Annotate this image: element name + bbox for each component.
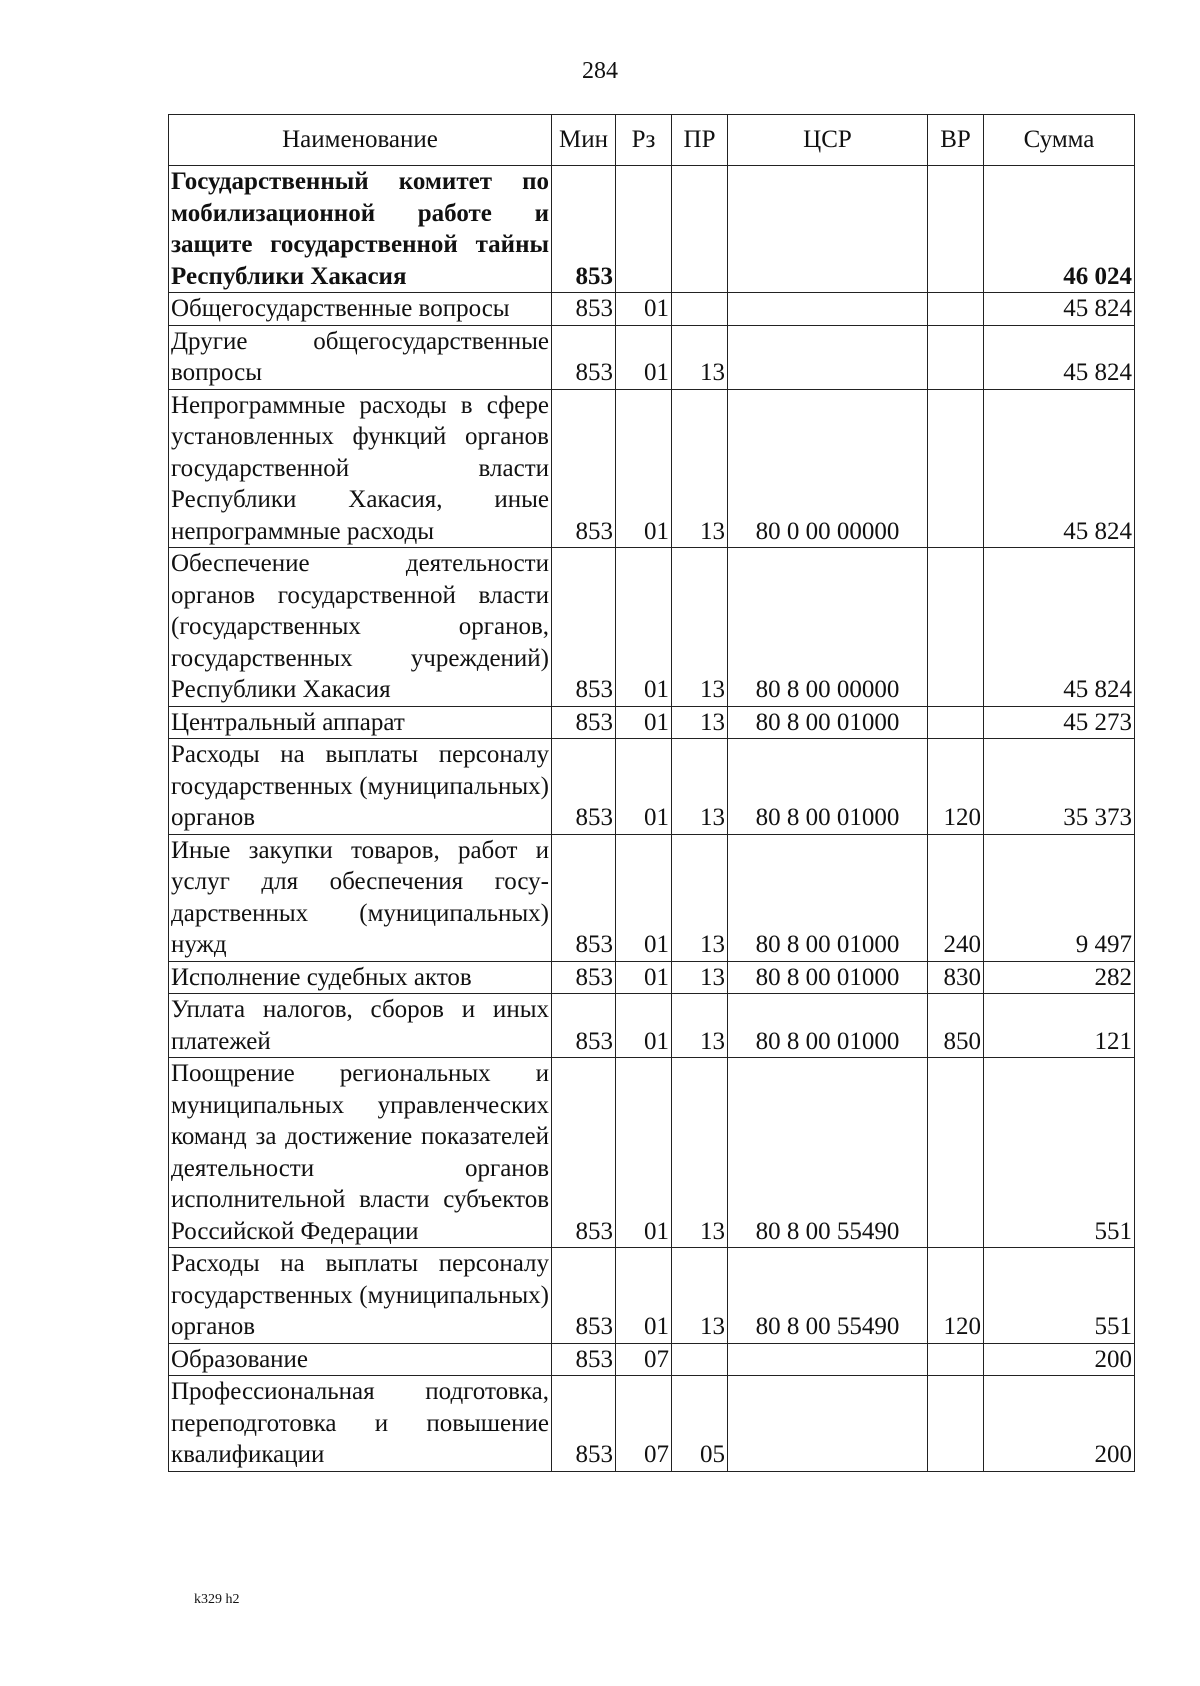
cell-min: 853 <box>552 1376 616 1472</box>
header-name: Наименование <box>169 115 552 166</box>
cell-sum: 551 <box>984 1058 1135 1248</box>
cell-name: Профессиональная подготовка, переподготовка и повышение квалификации <box>169 1376 552 1472</box>
cell-vr <box>928 293 984 326</box>
cell-vr: 120 <box>928 1248 984 1344</box>
cell-csr <box>728 325 928 389</box>
cell-csr: 80 8 00 55490 <box>728 1248 928 1344</box>
cell-sum: 35 373 <box>984 739 1135 835</box>
cell-sum: 45 273 <box>984 706 1135 739</box>
cell-name: Расходы на выплаты персоналу государственных (муниципальных) органов <box>169 1248 552 1344</box>
cell-rz: 01 <box>616 389 672 548</box>
cell-csr <box>728 293 928 326</box>
cell-csr: 80 8 00 01000 <box>728 994 928 1058</box>
table-row <box>169 548 1135 707</box>
cell-rz: 01 <box>616 293 672 326</box>
cell-vr <box>928 1376 984 1472</box>
cell-rz: 01 <box>616 548 672 707</box>
table-row <box>169 739 1135 835</box>
cell-rz: 01 <box>616 834 672 961</box>
page-number: 284 <box>582 58 618 84</box>
cell-rz: 01 <box>616 1058 672 1248</box>
table-row <box>169 325 1135 389</box>
cell-csr <box>728 166 928 293</box>
header-sum: Сумма <box>984 115 1135 166</box>
table-row <box>169 1376 1135 1472</box>
cell-name: Общегосударственные вопросы <box>169 293 552 326</box>
cell-vr: 830 <box>928 961 984 994</box>
cell-rz: 01 <box>616 739 672 835</box>
cell-sum: 45 824 <box>984 325 1135 389</box>
cell-vr <box>928 548 984 707</box>
table-row <box>169 1343 1135 1376</box>
cell-pr: 13 <box>672 994 728 1058</box>
cell-csr <box>728 1343 928 1376</box>
table-row <box>169 1248 1135 1344</box>
cell-rz <box>616 166 672 293</box>
cell-sum: 45 824 <box>984 548 1135 707</box>
cell-min: 853 <box>552 961 616 994</box>
cell-sum: 45 824 <box>984 293 1135 326</box>
cell-name: Обеспечение деятельности органов государственной власти (государственных органов, государственных учреждений) Республики Хакасия <box>169 548 552 707</box>
cell-vr <box>928 166 984 293</box>
cell-vr <box>928 389 984 548</box>
cell-pr: 13 <box>672 834 728 961</box>
table-header-row <box>169 115 1135 166</box>
cell-pr: 05 <box>672 1376 728 1472</box>
cell-rz: 07 <box>616 1376 672 1472</box>
table-body <box>169 166 1135 1472</box>
cell-pr: 13 <box>672 389 728 548</box>
cell-min: 853 <box>552 389 616 548</box>
header-csr: ЦСР <box>728 115 928 166</box>
table-row <box>169 1058 1135 1248</box>
cell-csr: 80 8 00 01000 <box>728 961 928 994</box>
cell-csr: 80 8 00 01000 <box>728 834 928 961</box>
table-row <box>169 293 1135 326</box>
cell-rz: 01 <box>616 994 672 1058</box>
cell-name: Другие общегосударственные вопросы <box>169 325 552 389</box>
cell-min: 853 <box>552 994 616 1058</box>
cell-min: 853 <box>552 325 616 389</box>
cell-min: 853 <box>552 1058 616 1248</box>
cell-csr: 80 8 00 01000 <box>728 706 928 739</box>
cell-sum: 46 024 <box>984 166 1135 293</box>
cell-sum: 551 <box>984 1248 1135 1344</box>
cell-sum: 45 824 <box>984 389 1135 548</box>
footer-code: k329 h2 <box>194 1592 240 1607</box>
cell-vr: 120 <box>928 739 984 835</box>
cell-name: Расходы на выплаты персоналу государственных (муниципальных) органов <box>169 739 552 835</box>
cell-csr: 80 0 00 00000 <box>728 389 928 548</box>
cell-csr: 80 8 00 01000 <box>728 739 928 835</box>
cell-vr: 850 <box>928 994 984 1058</box>
cell-csr: 80 8 00 55490 <box>728 1058 928 1248</box>
table-row <box>169 166 1135 293</box>
cell-rz: 01 <box>616 325 672 389</box>
cell-sum: 282 <box>984 961 1135 994</box>
cell-pr: 13 <box>672 325 728 389</box>
cell-rz: 01 <box>616 1248 672 1344</box>
cell-csr: 80 8 00 00000 <box>728 548 928 707</box>
cell-sum: 121 <box>984 994 1135 1058</box>
cell-csr <box>728 1376 928 1472</box>
cell-name: Иные закупки товаров, работ и услуг для обеспечения государственных (муниципальных) нужд <box>169 834 552 961</box>
cell-min: 853 <box>552 1248 616 1344</box>
cell-pr: 13 <box>672 961 728 994</box>
cell-min: 853 <box>552 293 616 326</box>
cell-vr <box>928 706 984 739</box>
cell-pr <box>672 1343 728 1376</box>
table-row <box>169 961 1135 994</box>
cell-pr: 13 <box>672 706 728 739</box>
table-row <box>169 834 1135 961</box>
cell-vr <box>928 1058 984 1248</box>
cell-name: Уплата налогов, сборов и иных платежей <box>169 994 552 1058</box>
cell-name: Центральный аппарат <box>169 706 552 739</box>
cell-sum: 200 <box>984 1343 1135 1376</box>
header-rz: Рз <box>616 115 672 166</box>
cell-min: 853 <box>552 548 616 707</box>
table-row <box>169 994 1135 1058</box>
cell-name: Образование <box>169 1343 552 1376</box>
table-row <box>169 389 1135 548</box>
budget-table <box>168 114 1135 1472</box>
cell-min: 853 <box>552 706 616 739</box>
cell-pr: 13 <box>672 1058 728 1248</box>
cell-name: Государственный комитет по мобилизационной работе и защите государственной тайны Республики Хакасия <box>169 166 552 293</box>
cell-min: 853 <box>552 1343 616 1376</box>
cell-vr: 240 <box>928 834 984 961</box>
cell-sum: 9 497 <box>984 834 1135 961</box>
cell-rz: 07 <box>616 1343 672 1376</box>
cell-pr: 13 <box>672 548 728 707</box>
header-vr: ВР <box>928 115 984 166</box>
cell-sum: 200 <box>984 1376 1135 1472</box>
cell-name: Поощрение региональных и муниципальных управленческих команд за достижение показателей деятельности органов исполнительной власти субъектов Российской Федерации <box>169 1058 552 1248</box>
cell-name: Непрограммные расходы в сфере установленных функций органов государственной власти Республики Хакасия, иные непрограммные расходы <box>169 389 552 548</box>
cell-rz: 01 <box>616 961 672 994</box>
header-min: Мин <box>552 115 616 166</box>
cell-min: 853 <box>552 166 616 293</box>
cell-pr <box>672 166 728 293</box>
cell-vr <box>928 1343 984 1376</box>
cell-vr <box>928 325 984 389</box>
cell-rz: 01 <box>616 706 672 739</box>
table-row <box>169 706 1135 739</box>
cell-pr: 13 <box>672 739 728 835</box>
cell-pr: 13 <box>672 1248 728 1344</box>
cell-pr <box>672 293 728 326</box>
cell-min: 853 <box>552 834 616 961</box>
header-pr: ПР <box>672 115 728 166</box>
cell-min: 853 <box>552 739 616 835</box>
cell-name: Исполнение судебных актов <box>169 961 552 994</box>
